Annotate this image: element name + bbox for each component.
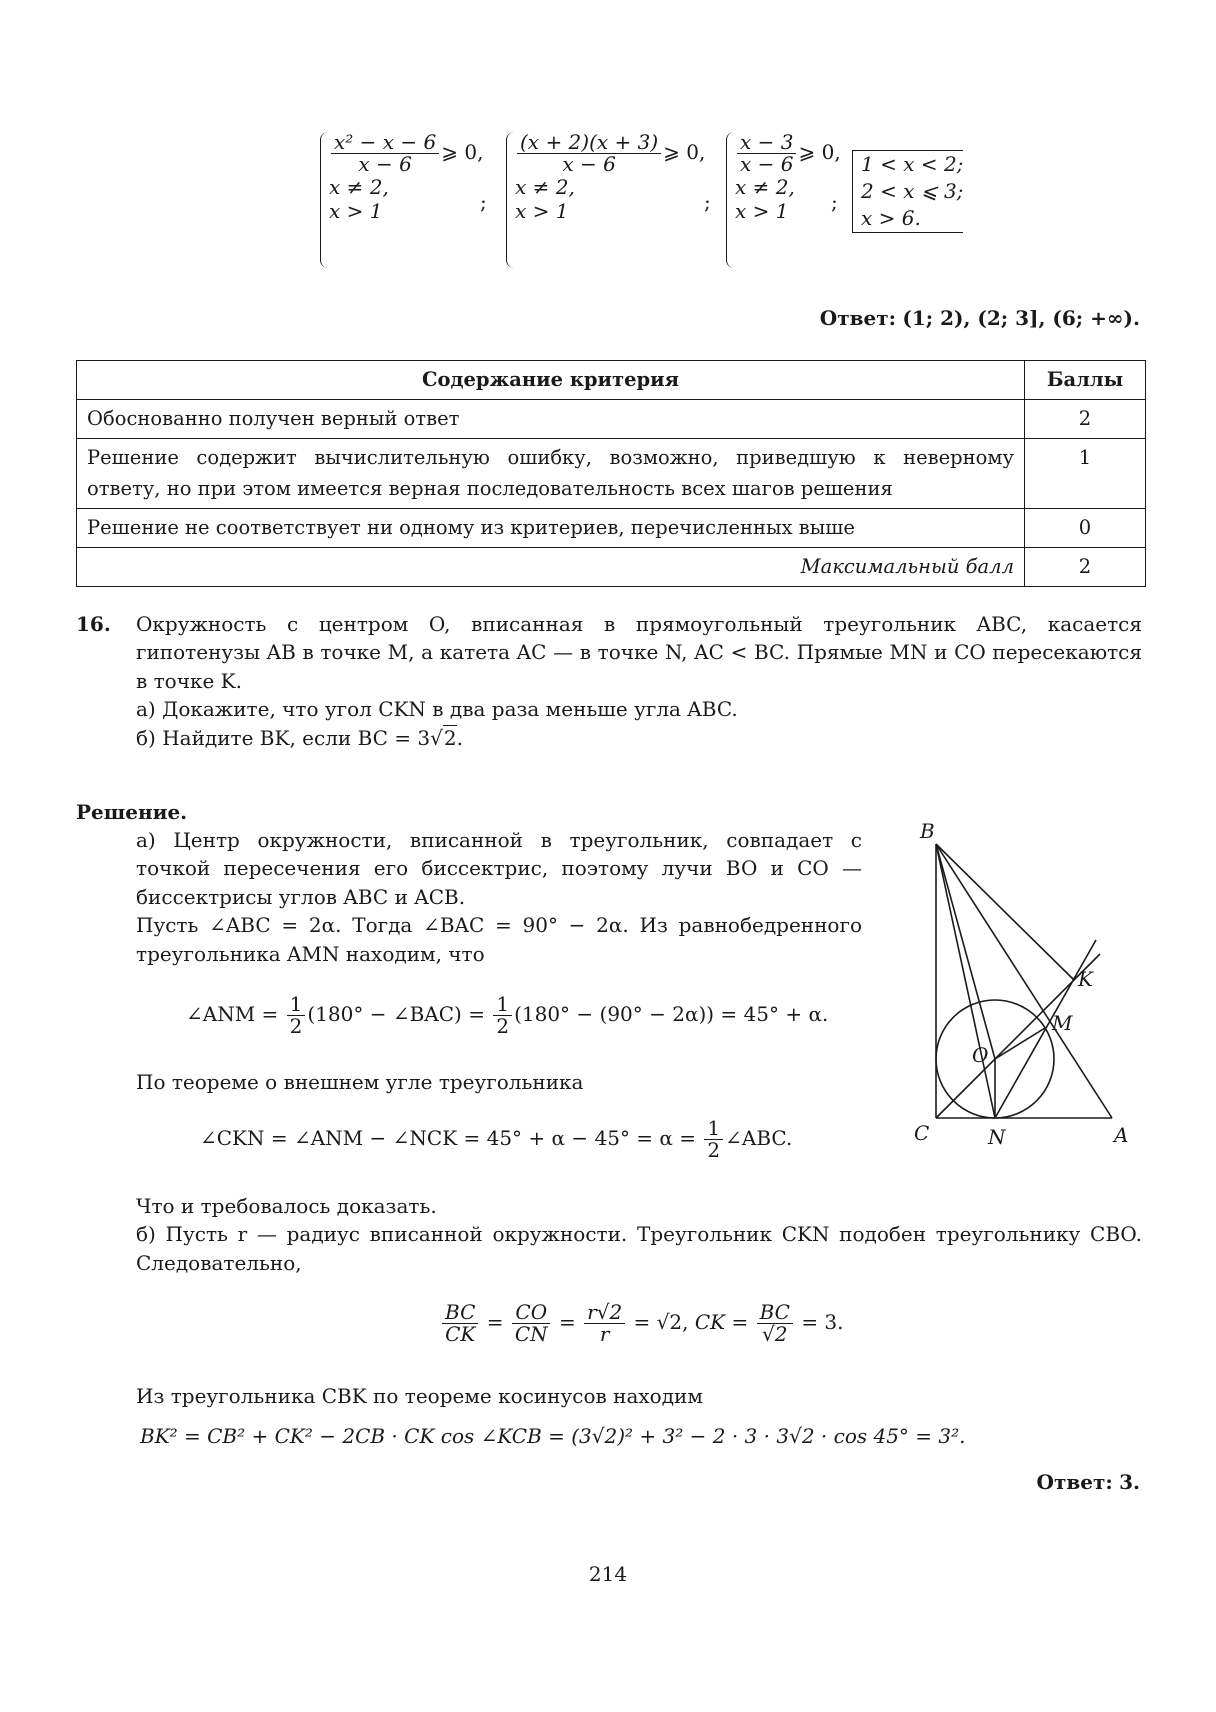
problem-statement [136,610,1142,752]
line-ck [936,954,1100,1118]
label-a: A [1114,1123,1129,1147]
solution-part-b [136,1192,1142,1277]
top-systems [320,132,1040,272]
table-row [77,508,1146,547]
label-n: N [988,1125,1006,1149]
formula-ckn: ∠CKN = ∠ANM − ∠NCK = 45° + α − 45° = α = $\frac{1}{2}$ ∠ABC. [200,1116,793,1162]
table-row [77,439,1146,508]
header-content: Содержание критерия [77,361,1025,400]
problem-text: Окружность с центром O, вписанная в прямоугольный треугольник ABC, касается гипотенузы AB в точке M, а катета AC — в точке N, AC < BC. Прямые MN и CO пересекаются в точке K. [136,612,1142,693]
max-points: 2 [1025,548,1146,587]
label-o: O [972,1043,989,1067]
formula-anm: ∠ANM = $\frac{1}{2}$ (180° − ∠BAC) = $\frac{1}{2}$ (180° − (90° − 2α)) = 45° + α. [186,992,829,1038]
separator: ; [480,190,487,214]
answer-value: (1; 2), (2; 3], (6; +∞). [902,306,1140,330]
answer-1 [820,306,1140,330]
criterion-text: Решение содержит вычислительную ошибку, возможно, приведшую к неверному ответу, но при этом имеется верная последовательность всех шагов решения [77,439,1025,508]
system-1: $\frac{\text{x² − x − 6}}{x - 6}$ ⩾ 0, x ≠ 2, x > 1 [320,132,483,268]
answer-label: Ответ: [819,306,896,330]
criteria-table [76,360,1146,587]
separator: ; [831,190,838,214]
table-row [77,548,1146,587]
table-header-row [77,361,1146,400]
solution-a-text2: Пусть ∠ABC = 2α. Тогда ∠BAC = 90° − 2α. Из равнобедренного треугольника AMN находим, что [136,913,862,966]
label-m: M [1052,1011,1073,1035]
cosine-theorem-text: Из треугольника CBK по теореме косинусов находим [136,1384,703,1408]
line-bn [936,844,995,1118]
formula-bk: BK² = CB² + CK² − 2CB · CK cos ∠KCB = (3√2)² + 3² − 2 · 3 · 3√2 · cos 45° = 3². [140,1424,966,1448]
separator: ; [704,190,711,214]
criterion-text: Решение не соответствует ни одному из критериев, перечисленных выше [77,508,1025,547]
formula-similarity: $\frac{BC}{CK}$ = $\frac{CO}{CN}$ = $\frac{r√2}{r}$ = √2, CK = $\frac{BC}{√2}$ = 3. [440,1302,844,1345]
criterion-points: 0 [1025,508,1146,547]
label-b: B [920,819,935,843]
solution-heading: Решение. [76,800,188,824]
solution-a-text: а) Центр окружности, вписанной в треугольник, совпадает с точкой пересечения его биссектрис, поэтому лучи BO и CO — биссектрисы углов ABC и ACB. [136,828,862,909]
geometry-figure [900,810,1150,1150]
system-2: $\frac{(x + 2)(x + 3)}{x - 6}$ ⩾ 0, x ≠ 2, x > 1 [506,132,705,268]
problem-number: 16. [76,612,111,636]
criterion-text: Обоснованно получен верный ответ [77,400,1025,439]
label-k: K [1078,967,1093,991]
line-bk [936,844,1074,980]
problem-part-a: а) Докажите, что угол CKN в два раза меньше угла ABC. [136,697,738,722]
system-4-set: 1 < x < 2; 2 < x ⩽ 3; x > 6. [852,150,963,233]
table-row [77,400,1146,439]
theorem-text: По теореме о внешнем угле треугольника [136,1070,584,1094]
header-points: Баллы [1025,361,1146,400]
solution-b-text: б) Пусть r — радиус вписанной окружности. Треугольник CKN подобен треугольнику CBO. Следовательно, [136,1222,1142,1275]
fraction-denominator: x − 6 [358,152,412,176]
page-number: 214 [588,1562,628,1586]
criterion-points: 2 [1025,400,1146,439]
solution-part-a [136,826,862,968]
system-3: $\frac{x - 3}{x - 6}$ ⩾ 0, x ≠ 2, x > 1 [726,132,841,268]
qed-text: Что и требовалось доказать. [136,1194,437,1218]
fraction-numerator: x² − x − 6 [331,132,439,154]
label-c: C [914,1121,930,1145]
problem-part-b: б) Найдите BK, если BC = 3√2. [136,725,463,750]
criterion-points: 1 [1025,439,1146,508]
max-label: Максимальный балл [77,548,1025,587]
final-answer: Ответ: 3. [1036,1470,1140,1494]
